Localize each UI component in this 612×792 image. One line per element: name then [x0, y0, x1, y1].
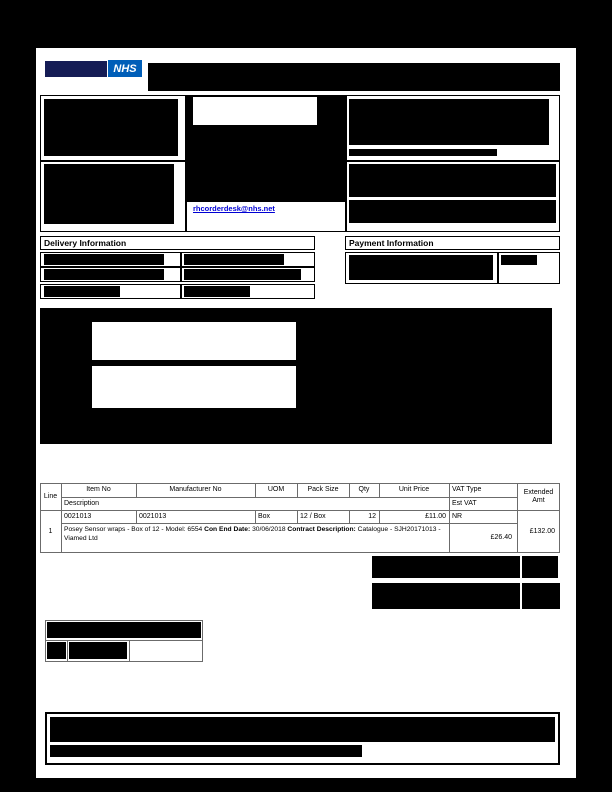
redacted-delivery-label-2	[44, 269, 164, 280]
item-vat-type: NR	[452, 512, 463, 520]
redacted-payment-address-2	[349, 200, 556, 223]
col-header-uom: UOM	[267, 486, 285, 494]
col-header-pack-size: Pack Size	[307, 486, 339, 494]
redacted-payment-terms	[349, 255, 493, 280]
payment-info-title: Payment Information	[349, 238, 434, 248]
item-description	[64, 525, 447, 552]
item-uom: Box	[258, 512, 271, 520]
redacted-delivery-label-3	[44, 286, 120, 297]
redacted-terms-line-2	[50, 745, 362, 757]
redacted-delivery-label-1	[44, 254, 164, 265]
redacted-vat-code	[47, 642, 66, 659]
item-pack-size: 12 / Box	[300, 512, 326, 520]
payment-table-vline	[497, 252, 499, 284]
item-description-part-3: Catalogue - SJH20171013 - Viamed Ltd	[64, 526, 441, 543]
redacted-title-bar	[148, 63, 560, 91]
subtotal-divider	[520, 556, 522, 578]
vat-summary-vline-1	[67, 640, 68, 662]
item-description-part-1: Posey Sensor wraps - Box of 12 - Model: 6554	[64, 526, 205, 533]
item-est-vat: £26.40	[490, 534, 512, 542]
col-header-item-no: Item No	[86, 486, 111, 494]
redacted-invoice-address	[349, 99, 549, 145]
vat-summary-hline	[45, 640, 203, 641]
note-window-2	[92, 366, 296, 408]
redacted-subtotal-row	[372, 556, 558, 578]
redacted-vat-amount	[69, 642, 127, 659]
note-window-1	[92, 322, 296, 360]
col-header-qty: Qty	[358, 486, 370, 494]
col-header-manufacturer-no: Manufacturer No	[169, 486, 222, 494]
redacted-payment-value	[501, 255, 537, 265]
col-header-vat-type: VAT Type	[452, 486, 482, 494]
col-header-description: Description	[64, 499, 100, 507]
header-table-vline-2	[345, 95, 347, 232]
delivery-info-title: Delivery Information	[44, 238, 127, 248]
order-number-window	[193, 97, 317, 125]
redacted-payment-address-1	[349, 164, 556, 197]
delivery-table-vline	[180, 252, 182, 282]
item-line-number: 1	[48, 527, 53, 535]
redacted-delivery-value-2	[184, 269, 301, 280]
redacted-terms-line-1	[50, 717, 555, 742]
redacted-supplier-address	[44, 99, 178, 156]
item-extended-amt: £132.00	[529, 527, 555, 535]
col-header-extended-amt: Extended Amt	[523, 488, 554, 504]
item-description-bold-1: Con End Date:	[204, 526, 251, 533]
redacted-vat-summary-header	[47, 622, 201, 638]
redacted-invoice-line	[349, 149, 497, 156]
purchase-order-page	[36, 48, 576, 778]
nhs-logo-text: NHS	[113, 62, 137, 75]
redacted-delivery-value-3	[184, 286, 250, 297]
order-email-link[interactable]: rhcorderdesk@nhs.net	[193, 204, 275, 213]
item-manufacturer-no: 0021013	[139, 512, 167, 520]
redacted-org-name	[45, 61, 107, 77]
item-description-part-2: 30/06/2018	[250, 526, 288, 533]
item-unit-price: £11.00	[425, 512, 446, 520]
redacted-delivery-value-1	[184, 254, 284, 265]
vat-summary-vline-2	[129, 640, 130, 662]
redacted-total-row	[372, 583, 560, 609]
col-header-unit-price: Unit Price	[398, 486, 430, 494]
delivery-table-vline-2	[180, 284, 182, 299]
item-qty: 12	[368, 512, 376, 520]
col-header-line: Line	[43, 492, 58, 500]
col-header-est-vat: Est VAT	[452, 499, 477, 507]
item-description-bold-2: Contract Description:	[287, 526, 356, 533]
redacted-contact-block	[44, 164, 174, 224]
total-divider	[520, 583, 522, 609]
item-item-no: 0021013	[64, 512, 92, 520]
nhs-logo	[108, 60, 142, 77]
